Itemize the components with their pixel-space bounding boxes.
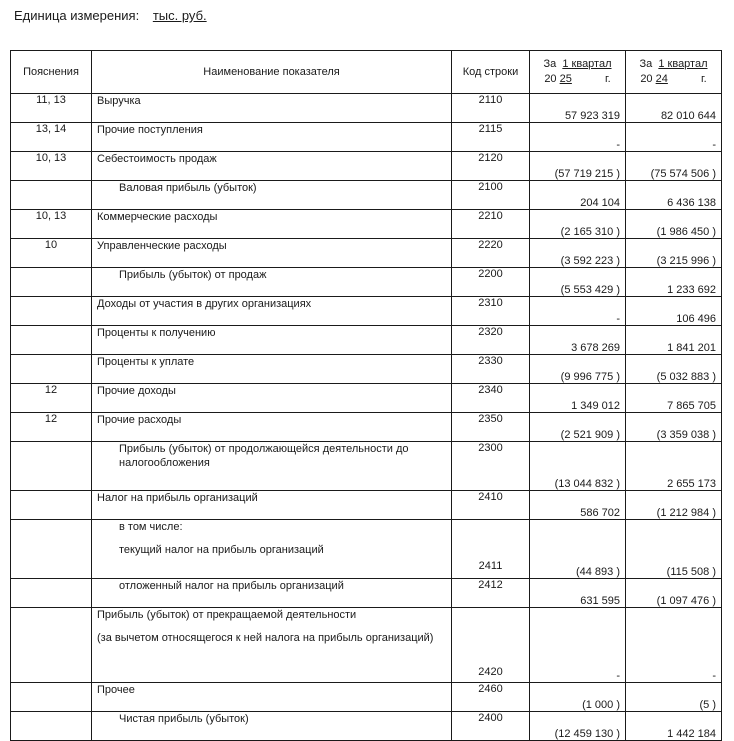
row-name: Управленческие расходы — [92, 239, 452, 268]
row-value-2025: 204 104 — [530, 181, 626, 210]
row-code: 2410 — [452, 491, 530, 520]
row-note — [11, 683, 92, 712]
row-name-sub-b: (за вычетом относящегося к ней налога на прибыль организаций) — [97, 632, 434, 644]
unit-label: Единица измерения: — [14, 8, 140, 23]
row-value-2024: - — [626, 608, 722, 683]
row-value-2025: (1 000 ) — [530, 683, 626, 712]
row-code: 2120 — [452, 152, 530, 181]
row-code: 2411 — [452, 520, 530, 579]
row-value-2025: (9 996 775 ) — [530, 355, 626, 384]
row-value-2024: 106 496 — [626, 297, 722, 326]
row-name: Налог на прибыль организаций — [92, 491, 452, 520]
row-code: 2460 — [452, 683, 530, 712]
table-row — [11, 210, 722, 239]
row-code: 2330 — [452, 355, 530, 384]
row-name: отложенный налог на прибыль организаций — [92, 579, 452, 608]
row-name-sub-b: текущий налог на прибыль организаций — [119, 544, 324, 556]
table-row — [11, 123, 722, 152]
table-row — [11, 608, 722, 683]
row-name: Прочее — [92, 683, 452, 712]
header-period-2024: За 1 квартал 20 24 г. — [626, 51, 722, 94]
row-value-2024: 2 655 173 — [626, 442, 722, 491]
row-value-2025: 57 923 319 — [530, 94, 626, 123]
table-row — [11, 355, 722, 384]
row-code: 2340 — [452, 384, 530, 413]
header-code: Код строки — [452, 51, 530, 94]
row-code: 2210 — [452, 210, 530, 239]
header-notes: Пояснения — [11, 51, 92, 94]
row-name-sub-a: Прибыль (убыток) от прекращаемой деятельности — [97, 609, 357, 621]
row-name — [92, 608, 452, 683]
table-row — [11, 683, 722, 712]
row-value-2024: 82 010 644 — [626, 94, 722, 123]
row-note — [11, 355, 92, 384]
header-period-2025: За 1 квартал 20 25 г. — [530, 51, 626, 94]
row-value-2024: (5 032 883 ) — [626, 355, 722, 384]
row-note — [11, 712, 92, 741]
row-note — [11, 268, 92, 297]
row-name: Проценты к получению — [92, 326, 452, 355]
table-row — [11, 326, 722, 355]
unit-of-measure — [14, 8, 207, 23]
row-code: 2110 — [452, 94, 530, 123]
row-value-2024: (1 097 476 ) — [626, 579, 722, 608]
row-note: 10 — [11, 239, 92, 268]
row-note: 10, 13 — [11, 210, 92, 239]
row-name: Проценты к уплате — [92, 355, 452, 384]
table-row — [11, 384, 722, 413]
row-value-2025: (3 592 223 ) — [530, 239, 626, 268]
row-note — [11, 442, 92, 491]
row-note — [11, 297, 92, 326]
row-name: Прочие доходы — [92, 384, 452, 413]
row-name — [92, 520, 452, 579]
table-row — [11, 442, 722, 491]
income-statement-table — [10, 50, 722, 741]
row-note — [11, 579, 92, 608]
row-code: 2300 — [452, 442, 530, 491]
row-name: Себестоимость продаж — [92, 152, 452, 181]
row-note: 11, 13 — [11, 94, 92, 123]
row-value-2025: (57 719 215 ) — [530, 152, 626, 181]
row-code: 2412 — [452, 579, 530, 608]
row-code: 2350 — [452, 413, 530, 442]
row-value-2025: 3 678 269 — [530, 326, 626, 355]
row-value-2024: (5 ) — [626, 683, 722, 712]
row-value-2025: 1 349 012 — [530, 384, 626, 413]
row-name: Прочие расходы — [92, 413, 452, 442]
row-value-2025: - — [530, 123, 626, 152]
row-code: 2400 — [452, 712, 530, 741]
table-row — [11, 712, 722, 741]
table-row — [11, 520, 722, 579]
table-row — [11, 268, 722, 297]
table-row — [11, 491, 722, 520]
row-value-2024: (3 215 996 ) — [626, 239, 722, 268]
row-code: 2200 — [452, 268, 530, 297]
row-note — [11, 520, 92, 579]
row-name: Коммерческие расходы — [92, 210, 452, 239]
row-value-2024: (1 212 984 ) — [626, 491, 722, 520]
row-note: 12 — [11, 384, 92, 413]
table-row — [11, 181, 722, 210]
header-name: Наименование показателя — [92, 51, 452, 94]
row-name: Прибыль (убыток) от продолжающейся деятельности до налогообложения — [92, 442, 452, 491]
row-name: Валовая прибыль (убыток) — [92, 181, 452, 210]
row-value-2024: 1 841 201 — [626, 326, 722, 355]
row-value-2024: (1 986 450 ) — [626, 210, 722, 239]
row-note: 13, 14 — [11, 123, 92, 152]
row-note: 10, 13 — [11, 152, 92, 181]
row-code: 2100 — [452, 181, 530, 210]
row-note — [11, 181, 92, 210]
row-value-2025: - — [530, 608, 626, 683]
row-value-2025: (12 459 130 ) — [530, 712, 626, 741]
table-row — [11, 152, 722, 181]
row-note — [11, 326, 92, 355]
table-row — [11, 239, 722, 268]
row-code: 2420 — [452, 608, 530, 683]
row-name: Доходы от участия в других организациях — [92, 297, 452, 326]
table-row — [11, 413, 722, 442]
row-value-2024: 6 436 138 — [626, 181, 722, 210]
row-note — [11, 491, 92, 520]
table-row — [11, 94, 722, 123]
row-value-2024: (75 574 506 ) — [626, 152, 722, 181]
table-row — [11, 579, 722, 608]
row-value-2025: (13 044 832 ) — [530, 442, 626, 491]
row-value-2024: (3 359 038 ) — [626, 413, 722, 442]
row-name: Прочие поступления — [92, 123, 452, 152]
row-value-2025: (2 165 310 ) — [530, 210, 626, 239]
table-row — [11, 297, 722, 326]
row-value-2025: (5 553 429 ) — [530, 268, 626, 297]
row-value-2024: 1 233 692 — [626, 268, 722, 297]
row-code: 2220 — [452, 239, 530, 268]
row-value-2024: 1 442 184 — [626, 712, 722, 741]
row-code: 2320 — [452, 326, 530, 355]
row-name: Прибыль (убыток) от продаж — [92, 268, 452, 297]
row-value-2025: - — [530, 297, 626, 326]
row-code: 2115 — [452, 123, 530, 152]
row-code: 2310 — [452, 297, 530, 326]
header-row — [11, 51, 722, 94]
row-name-sub-a: в том числе: — [119, 521, 183, 533]
row-name: Чистая прибыль (убыток) — [92, 712, 452, 741]
row-note: 12 — [11, 413, 92, 442]
row-name: Выручка — [92, 94, 452, 123]
row-value-2025: (44 893 ) — [530, 520, 626, 579]
row-note — [11, 608, 92, 683]
row-value-2025: 631 595 — [530, 579, 626, 608]
row-value-2024: - — [626, 123, 722, 152]
row-value-2025: 586 702 — [530, 491, 626, 520]
row-value-2024: 7 865 705 — [626, 384, 722, 413]
row-value-2025: (2 521 909 ) — [530, 413, 626, 442]
unit-value: тыс. руб. — [152, 8, 207, 23]
row-value-2024: (115 508 ) — [626, 520, 722, 579]
